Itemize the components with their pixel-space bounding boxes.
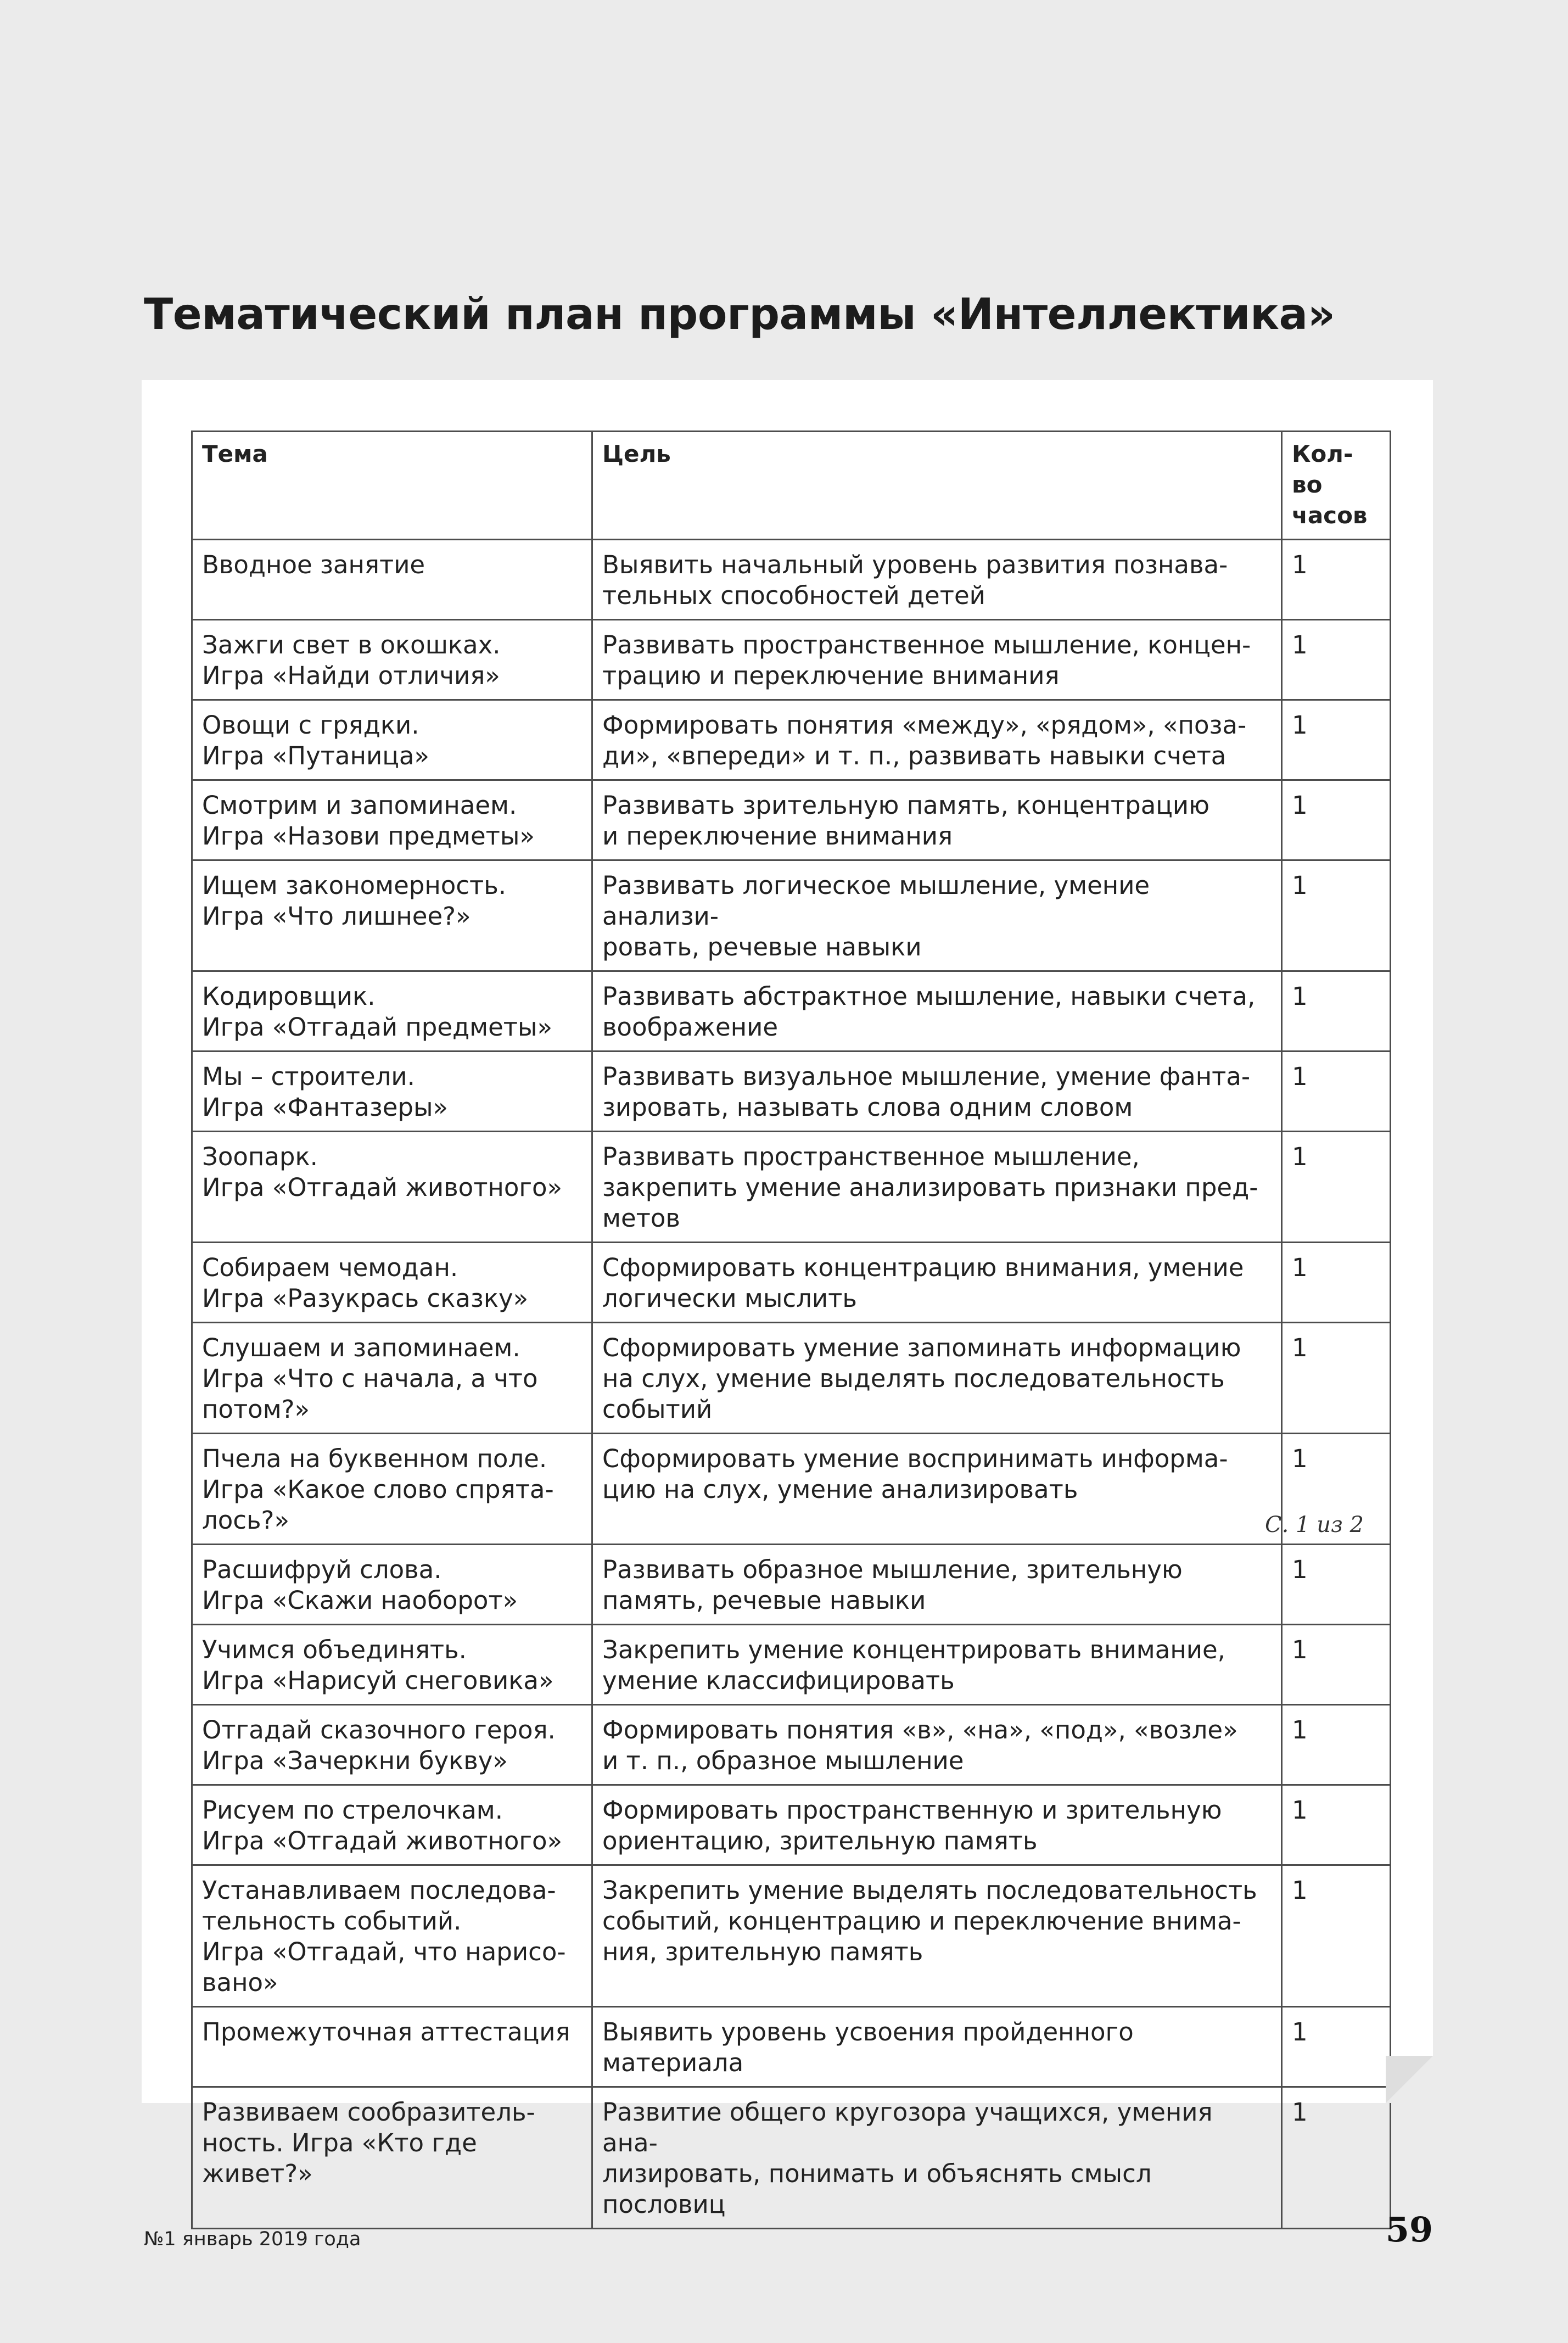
cell-hours: 1 <box>1282 1545 1391 1625</box>
table-row <box>192 540 1391 620</box>
thematic-plan-table <box>191 430 1391 2229</box>
table-row <box>192 1132 1391 1243</box>
cell-topic: Пчела на буквенном поле. Игра «Какое слово спрята- лось?» <box>192 1434 592 1545</box>
header-goal: Цель <box>592 432 1282 540</box>
table-row <box>192 1243 1391 1323</box>
cell-hours: 1 <box>1282 1243 1391 1323</box>
cell-goal: Развивать логическое мышление, умение анализи- ровать, речевые навыки <box>592 860 1282 971</box>
cell-hours: 1 <box>1282 1865 1391 2007</box>
cell-goal: Закрепить умение концентрировать внимание, умение классифицировать <box>592 1625 1282 1705</box>
cell-hours: 1 <box>1282 1625 1391 1705</box>
cell-goal: Развивать абстрактное мышление, навыки счета, воображение <box>592 971 1282 1052</box>
cell-topic: Устанавливаем последова- тельность событий. Игра «Отгадай, что нарисо- вано» <box>192 1865 592 2007</box>
cell-topic: Овощи с грядки. Игра «Путаница» <box>192 700 592 780</box>
cell-goal: Развивать зрительную память, концентрацию и переключение внимания <box>592 780 1282 860</box>
cell-hours: 1 <box>1282 780 1391 860</box>
table-row <box>192 1705 1391 1785</box>
header-topic: Тема <box>192 432 592 540</box>
cell-goal: Развивать образное мышление, зрительную память, речевые навыки <box>592 1545 1282 1625</box>
cell-goal: Сформировать концентрацию внимания, умение логически мыслить <box>592 1243 1282 1323</box>
cell-goal: Развивать пространственное мышление, закрепить умение анализировать признаки пред- метов <box>592 1132 1282 1243</box>
cell-goal: Сформировать умение запоминать информацию на слух, умение выделять последовательность событий <box>592 1323 1282 1434</box>
cell-hours: 1 <box>1282 1705 1391 1785</box>
table-header-row <box>192 432 1391 540</box>
cell-topic: Рисуем по стрелочкам. Игра «Отгадай животного» <box>192 1785 592 1865</box>
cell-topic: Слушаем и запоминаем. Игра «Что с начала, а что потом?» <box>192 1323 592 1434</box>
cell-goal: Формировать понятия «между», «рядом», «поза- ди», «впереди» и т. п., развивать навыки счета <box>592 700 1282 780</box>
cell-hours: 1 <box>1282 1052 1391 1132</box>
cell-topic: Кодировщик. Игра «Отгадай предметы» <box>192 971 592 1052</box>
page-title: Тематический план программы «Интеллектика» <box>144 290 1335 339</box>
cell-topic: Смотрим и запоминаем. Игра «Назови предметы» <box>192 780 592 860</box>
sheet-page-indicator: С. 1 из 2 <box>1265 1512 1364 1537</box>
table-row <box>192 1545 1391 1625</box>
cell-topic: Зажги свет в окошках. Игра «Найди отличия» <box>192 620 592 700</box>
cell-topic: Собираем чемодан. Игра «Разукрась сказку» <box>192 1243 592 1323</box>
cell-topic: Ищем закономерность. Игра «Что лишнее?» <box>192 860 592 971</box>
cell-goal: Развитие общего кругозора учащихся, умения ана- лизировать, понимать и объяснять смысл пословиц <box>592 2087 1282 2229</box>
cell-topic: Промежуточная аттестация <box>192 2007 592 2087</box>
cell-hours: 1 <box>1282 1785 1391 1865</box>
cell-hours: 1 <box>1282 1434 1391 1545</box>
cell-topic: Расшифруй слова. Игра «Скажи наоборот» <box>192 1545 592 1625</box>
cell-goal: Выявить начальный уровень развития познава- тельных способностей детей <box>592 540 1282 620</box>
table-row <box>192 620 1391 700</box>
cell-hours: 1 <box>1282 540 1391 620</box>
cell-hours: 1 <box>1282 700 1391 780</box>
header-hours: Кол-во часов <box>1282 432 1391 540</box>
cell-topic: Учимся объединять. Игра «Нарисуй снеговика» <box>192 1625 592 1705</box>
cell-goal: Закрепить умение выделять последовательность событий, концентрацию и переключение внима- ния, зрительную память <box>592 1865 1282 2007</box>
cell-goal: Сформировать умение воспринимать информа- цию на слух, умение анализировать <box>592 1434 1282 1545</box>
cell-hours: 1 <box>1282 860 1391 971</box>
cell-topic: Мы – строители. Игра «Фантазеры» <box>192 1052 592 1132</box>
table-row <box>192 1625 1391 1705</box>
table-row <box>192 860 1391 971</box>
cell-topic: Вводное занятие <box>192 540 592 620</box>
table-row <box>192 1323 1391 1434</box>
table-row <box>192 780 1391 860</box>
cell-hours: 1 <box>1282 971 1391 1052</box>
cell-hours: 1 <box>1282 620 1391 700</box>
cell-goal: Выявить уровень усвоения пройденного материала <box>592 2007 1282 2087</box>
cell-goal: Формировать понятия «в», «на», «под», «возле» и т. п., образное мышление <box>592 1705 1282 1785</box>
page-number: 59 <box>1385 2210 1433 2250</box>
table-row <box>192 971 1391 1052</box>
cell-hours: 1 <box>1282 2007 1391 2087</box>
table-row <box>192 2007 1391 2087</box>
cell-topic: Развиваем сообразитель- ность. Игра «Кто где живет?» <box>192 2087 592 2229</box>
table-row <box>192 1865 1391 2007</box>
cell-topic: Отгадай сказочного героя. Игра «Зачеркни букву» <box>192 1705 592 1785</box>
table-row <box>192 1052 1391 1132</box>
table-row <box>192 1434 1391 1545</box>
document-sheet <box>142 380 1433 2219</box>
cell-goal: Развивать визуальное мышление, умение фанта- зировать, называть слова одним словом <box>592 1052 1282 1132</box>
cell-hours: 1 <box>1282 2087 1391 2229</box>
cell-topic: Зоопарк. Игра «Отгадай животного» <box>192 1132 592 1243</box>
table-row <box>192 700 1391 780</box>
cell-goal: Формировать пространственную и зрительную ориентацию, зрительную память <box>592 1785 1282 1865</box>
table-row <box>192 2087 1391 2229</box>
issue-info: №1 январь 2019 года <box>144 2228 361 2250</box>
cell-hours: 1 <box>1282 1323 1391 1434</box>
table-row <box>192 1785 1391 1865</box>
page-corner-fold <box>1386 2056 1433 2103</box>
cell-goal: Развивать пространственное мышление, концен- трацию и переключение внимания <box>592 620 1282 700</box>
cell-hours: 1 <box>1282 1132 1391 1243</box>
